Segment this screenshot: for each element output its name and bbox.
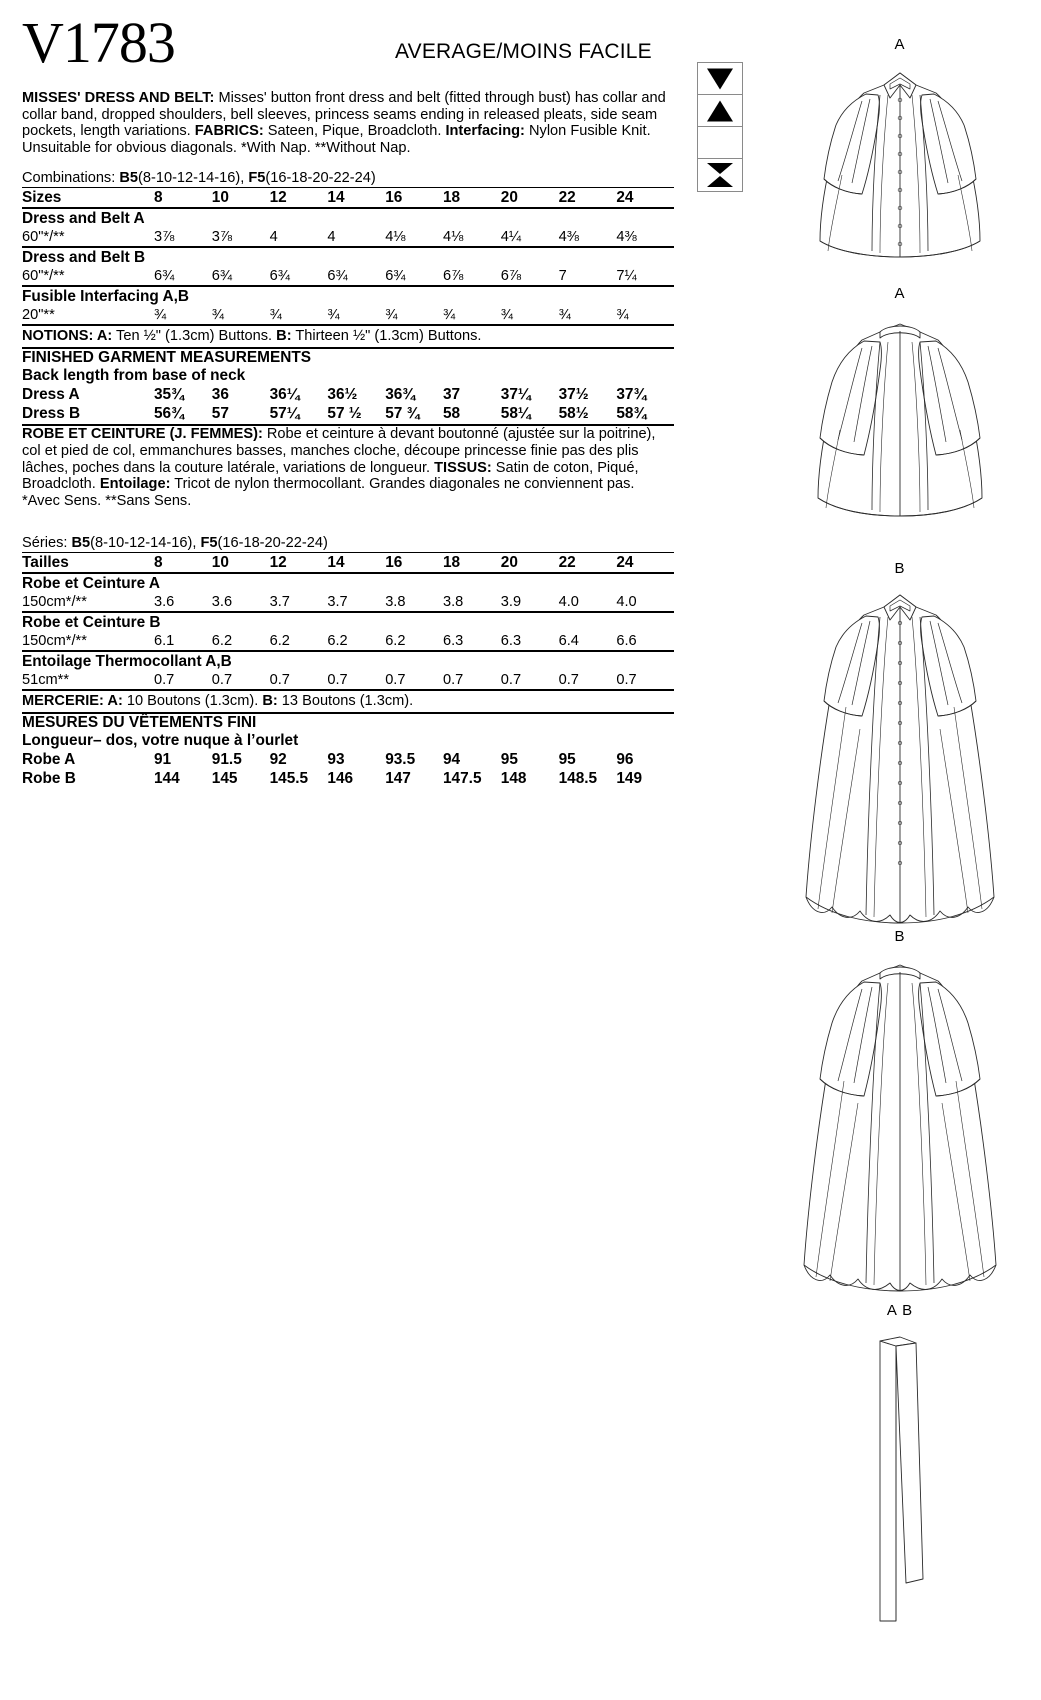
size-col: 14	[327, 188, 385, 209]
cell: 36½	[327, 386, 358, 404]
size-col: 8	[154, 188, 212, 209]
french-finished-title: MESURES DU VÊTEMENTS FINI	[22, 712, 674, 732]
size-col: 20	[501, 188, 559, 209]
cell: 91	[154, 751, 172, 769]
table-row-size-header	[22, 553, 674, 574]
section-spacer	[22, 509, 674, 535]
illustration-dress-a-front	[770, 36, 1030, 295]
cell: ¾	[500, 307, 513, 324]
cell: 3.8	[442, 594, 464, 611]
size-col: 16	[385, 188, 443, 209]
illustration-belt-ab	[770, 1302, 1030, 1651]
cell: 3.7	[327, 594, 348, 611]
hourglass-icon	[706, 162, 734, 188]
difficulty-label: AVERAGE/MOINS FACILE	[395, 40, 652, 63]
row-label: Robe B	[22, 770, 76, 788]
cell: 0.7	[154, 672, 175, 689]
french-description: ROBE ET CEINTURE (J. FEMMES): Robe et ceinture à devant boutonné (ajustée sur la poitrine), col et pied de col, emmanchures basses, manches cloche, découpe princesse finie pas des plis lâches, poches dans la couture latérale, variations de longueur. TISSUS: Satin de coton, Piqué, Broadcloth. Entoilage: Tricot de nylon thermocollant. Grandes diagonales ne conviennent pas. *Avec Sens. **Sans Sens.	[22, 424, 674, 509]
cell: 147	[385, 770, 411, 788]
english-description: MISSES' DRESS AND BELT: Misses' button front dress and belt (fitted through bust) has collar and collar band, dropped shoulders, bell sleeves, princess seams ending in released pleats, side seam pockets, length variations. FABRICS: Sateen, Pique, Broadcloth. Interfacing: Nylon Fusible Knit. Unsuitable for obvious diagonals. *With Nap. **Without Nap.	[22, 90, 666, 156]
triangle-down-icon	[707, 68, 733, 89]
cell: 4.0	[616, 594, 637, 611]
cell: 6.2	[211, 633, 233, 650]
cell: 0.7	[616, 672, 637, 689]
fabric-width-label: 20"**	[22, 307, 55, 324]
fabric-width-label: 150cm*/**	[22, 633, 87, 650]
cell: 36	[211, 386, 229, 404]
nap-cell-with-nap	[698, 63, 742, 95]
cell: 3.6	[211, 594, 233, 611]
table-row-group-title	[22, 612, 674, 632]
cell: 6.2	[327, 633, 348, 650]
size-col: 18	[443, 553, 501, 574]
french-yardage-table	[22, 552, 674, 689]
cell: 35¾	[154, 386, 184, 404]
cell: 3.6	[154, 594, 175, 611]
size-col: 14	[327, 553, 385, 574]
illustration-dress-b-back	[770, 928, 1030, 1317]
table-row	[22, 632, 674, 651]
cell: 36¾	[385, 386, 416, 404]
cell: ¾	[442, 307, 456, 324]
illustration-dress-b-front	[770, 560, 1030, 949]
fabric-width-label: 150cm*/**	[22, 594, 87, 611]
cell: 6¾	[327, 268, 348, 285]
belt-ab-drawing	[780, 1321, 1020, 1651]
size-col: 24	[616, 188, 674, 209]
fabric-width-label: 51cm**	[22, 672, 70, 689]
illustration-label: A	[894, 285, 906, 302]
cell: 94	[442, 751, 461, 769]
cell: 4⅛	[385, 229, 406, 246]
group-title: Dress and Belt B	[22, 247, 674, 267]
group-title: Fusible Interfacing A,B	[22, 286, 674, 306]
cell: 0.7	[558, 672, 579, 689]
cell: 0.7	[327, 672, 348, 689]
table-row	[22, 671, 674, 689]
size-header-label: Sizes	[22, 188, 154, 209]
cell: 6⅞	[500, 268, 522, 285]
size-col: 12	[270, 553, 328, 574]
fabric-width-label: 60"*/**	[22, 268, 65, 285]
table-row-group-title	[22, 286, 674, 306]
cell: ¾	[269, 307, 282, 324]
illustration-label: A	[894, 36, 906, 53]
cell: 37½	[558, 386, 589, 404]
cell: 4⅜	[616, 229, 637, 246]
french-combinations: Séries: B5(8-10-12-14-16), F5(16-18-20-22-24)	[22, 535, 328, 552]
illustration-dress-a-back	[770, 285, 1030, 554]
dress-b-front-drawing	[780, 579, 1020, 949]
cell: 145	[211, 770, 238, 788]
group-title: Robe et Ceinture A	[22, 573, 674, 593]
dress-a-front-drawing	[780, 55, 1020, 295]
cell: ¾	[558, 307, 571, 324]
info-column	[22, 12, 674, 788]
dress-b-back-drawing	[780, 947, 1020, 1317]
size-col: 16	[385, 553, 443, 574]
cell: 6¾	[269, 268, 290, 285]
cell: 37	[442, 386, 461, 404]
cell: 92	[269, 751, 287, 769]
cell: 0.7	[269, 672, 290, 689]
dress-a-back-drawing	[780, 304, 1020, 554]
french-finished-subtitle: Longueur– dos, votre nuque à l’ourlet	[22, 732, 299, 750]
cell: 6¾	[385, 268, 406, 285]
cell: 93	[327, 751, 345, 769]
cell: 3.8	[385, 594, 406, 611]
cell: 3⅞	[211, 229, 233, 246]
size-col: 10	[212, 188, 270, 209]
table-row	[22, 385, 674, 404]
cell: 0.7	[211, 672, 233, 689]
cell: ¾	[616, 307, 629, 324]
table-row	[22, 593, 674, 612]
cell: 3.9	[500, 594, 522, 611]
table-row	[22, 267, 674, 286]
size-col: 22	[559, 188, 617, 209]
cell: 6⅞	[442, 268, 464, 285]
size-col: 12	[270, 188, 328, 209]
table-row-group-title	[22, 651, 674, 671]
nap-symbol-box	[697, 62, 743, 192]
cell: 4	[327, 229, 336, 246]
cell: 6.2	[385, 633, 406, 650]
french-notions: MERCERIE: A: 10 Boutons (1.3cm). B: 13 Boutons (1.3cm).	[22, 689, 674, 712]
illustration-label: A B	[886, 1302, 914, 1319]
table-row	[22, 306, 674, 324]
cell: 57 ½	[327, 405, 362, 423]
table-row-group-title	[22, 573, 674, 593]
cell: 7	[558, 268, 567, 285]
cell: 0.7	[385, 672, 406, 689]
group-title: Robe et Ceinture B	[22, 612, 674, 632]
cell: 95	[558, 751, 576, 769]
table-row-group-title	[22, 247, 674, 267]
size-col: 22	[559, 553, 617, 574]
nap-cell-blank	[698, 127, 742, 159]
table-row	[22, 404, 674, 423]
cell: ¾	[211, 307, 224, 324]
illustration-label: B	[894, 928, 906, 945]
cell: 144	[154, 770, 180, 788]
cell: 58½	[558, 405, 589, 423]
group-title: Dress and Belt A	[22, 208, 674, 228]
cell: 3.7	[269, 594, 290, 611]
cell: 96	[616, 751, 634, 769]
size-col: 18	[443, 188, 501, 209]
illustration-label: B	[894, 560, 906, 577]
cell: 57¼	[269, 405, 300, 423]
english-finished-table	[22, 385, 674, 423]
cell: 4⅛	[442, 229, 464, 246]
cell: 56¾	[154, 405, 184, 423]
cell: 95	[500, 751, 518, 769]
fabric-width-label: 60"*/**	[22, 229, 65, 246]
cell: 91.5	[211, 751, 242, 769]
cell: 58¾	[616, 405, 647, 423]
english-combinations: Combinations: B5(8-10-12-14-16), F5(16-18-20-22-24)	[22, 170, 376, 187]
cell: 148.5	[558, 770, 598, 788]
cell: ¾	[154, 307, 167, 324]
english-yardage-table	[22, 187, 674, 324]
french-finished-table	[22, 750, 674, 788]
cell: 149	[616, 770, 643, 788]
cell: ¾	[385, 307, 398, 324]
cell: 6¾	[154, 268, 175, 285]
cell: 147.5	[442, 770, 482, 788]
cell: 37¾	[616, 386, 647, 404]
group-title: Entoilage Thermocollant A,B	[22, 651, 674, 671]
cell: 57	[211, 405, 229, 423]
cell: 3⅞	[154, 229, 175, 246]
cell: 4	[269, 229, 278, 246]
size-col: 20	[501, 553, 559, 574]
cell: 6.4	[558, 633, 579, 650]
english-notions: NOTIONS: A: Ten ½" (1.3cm) Buttons. B: Thirteen ½" (1.3cm) Buttons.	[22, 324, 674, 347]
cell: 6.1	[154, 633, 175, 650]
table-row	[22, 228, 674, 247]
english-finished-title: FINISHED GARMENT MEASUREMENTS	[22, 347, 674, 367]
row-label: Dress B	[22, 405, 81, 423]
cell: ¾	[327, 307, 340, 324]
cell: 0.7	[500, 672, 522, 689]
cell: 6.2	[269, 633, 290, 650]
cell: 148	[500, 770, 527, 788]
table-row	[22, 769, 674, 788]
cell: 4.0	[558, 594, 579, 611]
page-title: V1783	[22, 10, 175, 75]
cell: 4⅜	[558, 229, 579, 246]
table-row-size-header	[22, 188, 674, 209]
size-col: 10	[212, 553, 270, 574]
row-label: Dress A	[22, 386, 80, 404]
cell: 58	[442, 405, 461, 423]
cell: 93.5	[385, 751, 416, 769]
cell: 6¾	[211, 268, 233, 285]
cell: 145.5	[269, 770, 309, 788]
nap-cell-either	[698, 159, 742, 191]
cell: 146	[327, 770, 354, 788]
english-finished-subtitle: Back length from base of neck	[22, 367, 246, 385]
cell: 4¼	[500, 229, 522, 246]
cell: 7¼	[616, 268, 637, 285]
size-col: 8	[154, 553, 212, 574]
cell: 37¼	[500, 386, 531, 404]
cell: 0.7	[442, 672, 464, 689]
cell: 6.6	[616, 633, 637, 650]
cell: 6.3	[442, 633, 464, 650]
nap-cell-without-nap	[698, 95, 742, 127]
row-label: Robe A	[22, 751, 76, 769]
table-row-group-title	[22, 208, 674, 228]
cell: 57 ¾	[385, 405, 420, 423]
triangle-up-icon	[707, 100, 733, 121]
size-col: 24	[616, 553, 674, 574]
size-header-label: Tailles	[22, 553, 154, 574]
table-row	[22, 750, 674, 769]
cell: 58¼	[500, 405, 531, 423]
cell: 36¼	[269, 386, 300, 404]
cell: 6.3	[500, 633, 522, 650]
